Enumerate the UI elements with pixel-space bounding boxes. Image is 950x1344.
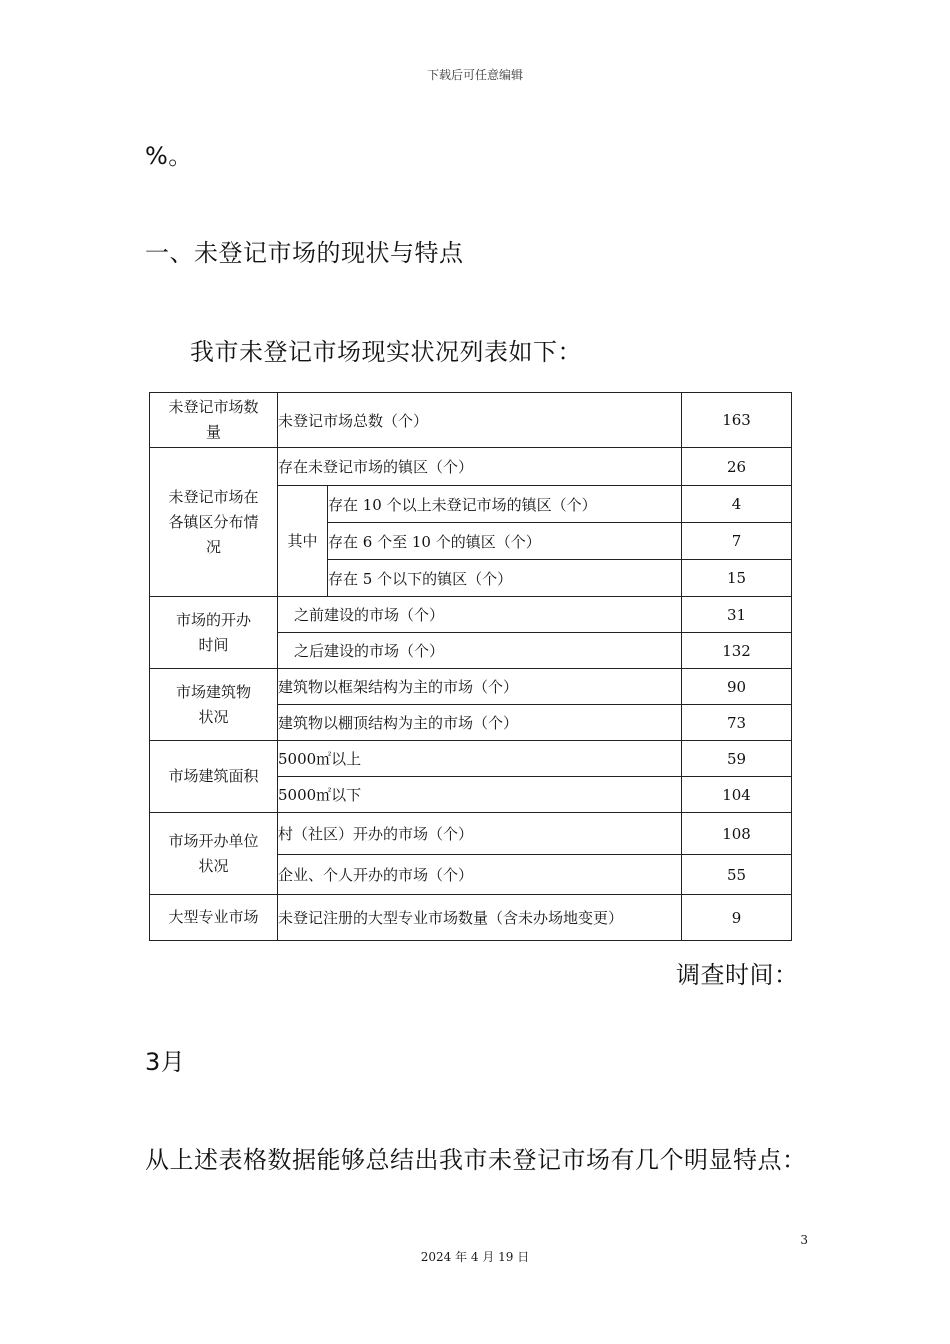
table-row xyxy=(150,741,792,777)
summary-paragraph: 从上述表格数据能够总结出我市未登记市场有几个明显特点： xyxy=(145,1146,807,1174)
group-label: 未登记市场在各镇区分布情况 xyxy=(150,448,278,597)
table-row xyxy=(150,669,792,705)
row-label: 未登记注册的大型专业市场数量（含未办场地变更） xyxy=(278,895,682,941)
row-label: 企业、个人开办的市场（个） xyxy=(278,855,682,895)
row-value: 4 xyxy=(682,486,792,523)
unregistered-market-table xyxy=(149,392,792,941)
row-label: 建筑物以框架结构为主的市场（个） xyxy=(278,669,682,705)
row-label: 5000㎡以上 xyxy=(278,741,682,777)
row-label: 未登记市场总数（个） xyxy=(278,393,682,448)
row-value: 104 xyxy=(682,777,792,813)
group-label: 市场建筑面积 xyxy=(150,741,278,813)
table-row xyxy=(150,393,792,448)
table-row xyxy=(150,895,792,941)
row-label: 之后建设的市场（个） xyxy=(278,633,682,669)
table-intro: 我市未登记市场现实状况列表如下： xyxy=(190,338,582,366)
row-label: 之前建设的市场（个） xyxy=(278,597,682,633)
row-label: 5000㎡以下 xyxy=(278,777,682,813)
section-heading: 一、未登记市场的现状与特点 xyxy=(145,239,464,267)
row-label: 存在 10 个以上未登记市场的镇区（个） xyxy=(328,486,682,523)
row-value: 132 xyxy=(682,633,792,669)
row-value: 31 xyxy=(682,597,792,633)
row-label: 村（社区）开办的市场（个） xyxy=(278,813,682,855)
row-value: 26 xyxy=(682,448,792,486)
row-value: 15 xyxy=(682,560,792,597)
group-label: 未登记市场数量 xyxy=(150,393,278,448)
group-label: 市场建筑物状况 xyxy=(150,669,278,741)
row-value: 90 xyxy=(682,669,792,705)
row-label: 建筑物以棚顶结构为主的市场（个） xyxy=(278,705,682,741)
row-value: 9 xyxy=(682,895,792,941)
group-label: 大型专业市场 xyxy=(150,895,278,941)
row-value: 7 xyxy=(682,523,792,560)
page-header: 下载后可任意编辑 xyxy=(426,68,523,82)
row-label: 存在 6 个至 10 个的镇区（个） xyxy=(328,523,682,560)
row-value: 55 xyxy=(682,855,792,895)
table-row xyxy=(150,448,792,486)
row-value: 73 xyxy=(682,705,792,741)
row-label: 存在 5 个以下的镇区（个） xyxy=(328,560,682,597)
survey-month: 3月 xyxy=(145,1048,186,1076)
row-label: 存在未登记市场的镇区（个） xyxy=(278,448,682,486)
paragraph-percent: %。 xyxy=(145,142,193,170)
sub-group-label: 其中 xyxy=(278,486,328,597)
footer-date: 2024 年 4 月 19 日 xyxy=(420,1250,530,1264)
table-row xyxy=(150,813,792,855)
group-label: 市场的开办时间 xyxy=(150,597,278,669)
group-label: 市场开办单位状况 xyxy=(150,813,278,895)
row-value: 163 xyxy=(682,393,792,448)
row-value: 108 xyxy=(682,813,792,855)
page-number: 3 xyxy=(800,1233,808,1247)
survey-time-label: 调查时间： xyxy=(676,961,799,989)
row-value: 59 xyxy=(682,741,792,777)
table-row xyxy=(150,597,792,633)
